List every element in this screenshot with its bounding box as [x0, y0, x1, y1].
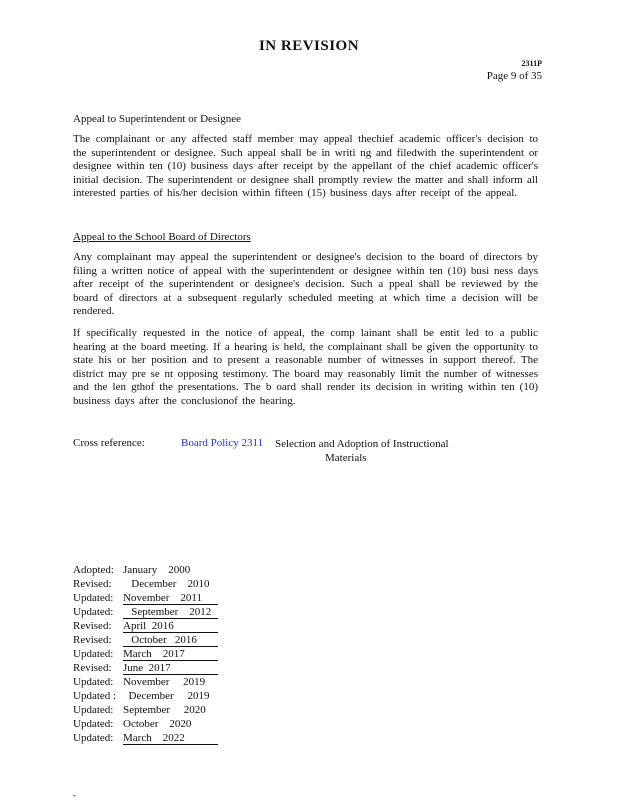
history-label: Updated: [73, 718, 114, 730]
history-date: March 2017 [123, 648, 185, 660]
history-row [73, 689, 218, 703]
policy-code: 2311P [521, 59, 542, 68]
history-row [73, 675, 218, 689]
history-row [73, 591, 218, 605]
page-number: Page 9 of 35 [486, 70, 542, 82]
history-date: October 2020 [123, 718, 192, 730]
revision-history [73, 563, 218, 745]
history-row [73, 577, 218, 591]
section-heading-superintendent: Appeal to Superintendent or Designee [73, 113, 242, 125]
history-date: November 2019 [123, 676, 206, 688]
history-row [73, 661, 218, 675]
history-label: Revised: [73, 620, 112, 632]
history-row [73, 717, 218, 731]
board-policy-link[interactable]: Board Policy 2311 [181, 437, 264, 449]
history-row [73, 563, 218, 577]
history-date: March 2022 [123, 732, 185, 744]
history-label: Updated: [73, 648, 114, 660]
history-label: Updated: [73, 592, 114, 604]
history-date: April 2016 [123, 620, 174, 632]
history-row [73, 703, 218, 717]
history-row [73, 605, 218, 619]
section-heading-school-board: Appeal to the School Board of Directors [73, 231, 251, 243]
footer-mark: - [73, 790, 76, 800]
history-label: Updated: [73, 704, 114, 716]
history-row [73, 633, 218, 647]
history-row [73, 619, 218, 633]
cross-reference-title-line2: Materials [325, 452, 367, 464]
history-label: Revised: [73, 634, 112, 646]
history-date: November 2011 [123, 592, 203, 604]
history-date: September 2020 [123, 704, 206, 716]
history-date: December 2019 [123, 690, 210, 702]
history-date: January 2000 [123, 564, 191, 576]
paragraph-hearing: If specifically requested in the notice of appeal, the comp lainant shall be entit led to a public hearing at the board meeting. If a hearing is held, the complainant shall be given the opportunity to state his or her position and to present a reasonable number of witnesses in support thereof. The district may pre se nt opposing testimony. The board may reasonably limit the number of witnesses and the len gthof the presentations. The b oard shall render its decision in writing within ten (10) business days after the conclusionof the hearing. [73, 327, 538, 407]
history-label: Updated: [73, 606, 114, 618]
history-label: Revised: [73, 662, 112, 674]
cross-reference-label: Cross reference: [73, 437, 145, 449]
history-date: December 2010 [123, 578, 210, 590]
history-row [73, 731, 218, 745]
paragraph-board-appeal: Any complainant may appeal the superintendent or designee's decision to the board of directors by filing a written notice of appeal with the superintendent or designee within ten (10) busi ness days after receipt of the superintendent or designee's decision. Such a ppeal shall be reviewed by the board of directors at a subsequent regularly scheduled meeting at which time a decision will be rendered. [73, 251, 538, 318]
history-date: September 2012 [123, 606, 212, 618]
history-label: Updated: [73, 676, 114, 688]
paragraph-superintendent-appeal: The complainant or any affected staff member may appeal thechief academic officer's decision to the superintendent or designee. Such appeal shall be in writi ng and filedwith the superintendent or designee within ten (10) business days after receipt by the appellant of the chief academic officer's initial decision. The superintendent or designee shall promptly review the matter and shall inform all interested parties of his/her decision within fifteen (15) business days after receipt of the appeal. [73, 133, 538, 200]
cross-reference-title-line1: Selection and Adoption of Instructional [275, 438, 449, 450]
history-label: Updated: [73, 732, 114, 744]
history-date: October 2016 [123, 634, 197, 646]
history-label: Revised: [73, 578, 112, 590]
page-title: IN REVISION [258, 38, 360, 54]
history-row [73, 647, 218, 661]
history-label: Updated : [73, 690, 117, 702]
history-date: June 2017 [123, 662, 171, 674]
cross-reference-title [275, 437, 455, 465]
history-label: Adopted: [73, 564, 114, 576]
